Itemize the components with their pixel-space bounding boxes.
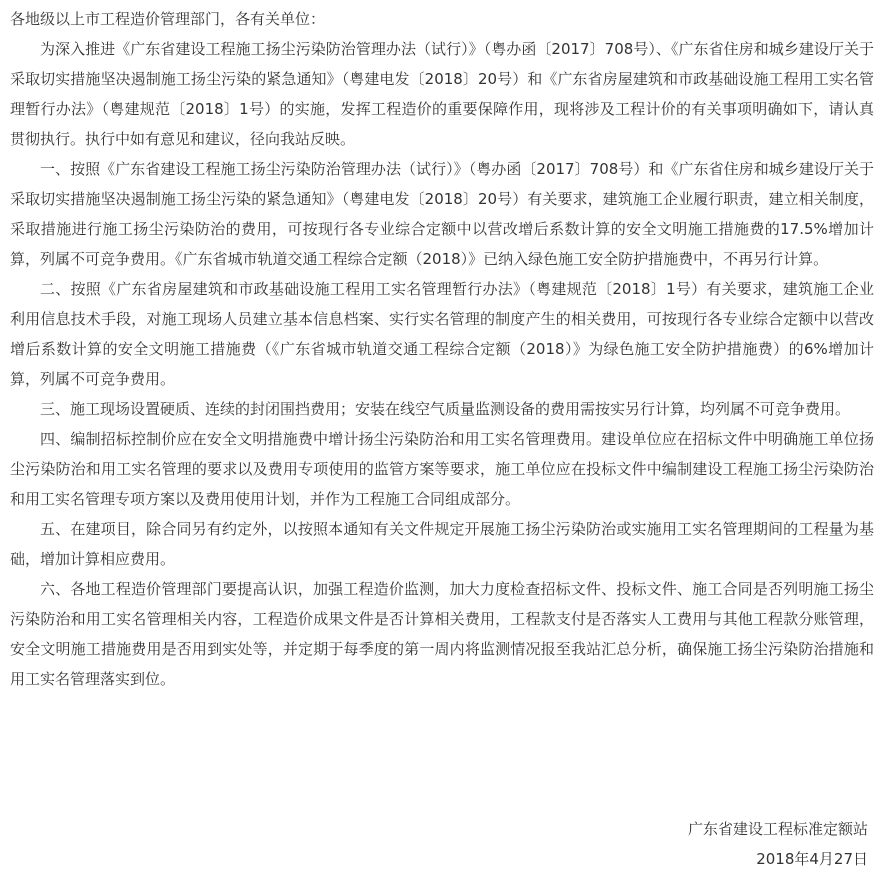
paragraph-item-2: 二、按照《广东省房屋建筑和市政基础设施工程用工实名管理暂行办法》（粤建规范〔2018〕1号）有关要求，建筑施工企业利用信息技术手段，对施工现场人员建立基本信息档案、实行实名管理的制度产生的相关费用，可按现行各专业综合定额中以营改增后系数计算的安全文明施工措施费（《广东省城市轨道交通工程综合定额（2018）》为绿色施工安全防护措施费）的6%增加计算，列属不可竞争费用。 — [10, 280, 874, 388]
paragraph-item-6: 六、各地工程造价管理部门要提高认识，加强工程造价监测，加大力度检查招标文件、投标文件、施工合同是否列明施工扬尘污染防治和用工实名管理相关内容，工程造价成果文件是否计算相关费用，工程款支付是否落实人工费用与其他工程款分账管理，安全文明施工措施费用是否用到实处等，并定期于每季度的第一周内将监测情况报至我站汇总分析，确保施工扬尘污染防治措施和用工实名管理落实到位。 — [10, 580, 874, 688]
paragraph-item-5: 五、在建项目，除合同另有约定外，以按照本通知有关文件规定开展施工扬尘污染防治或实施用工实名管理期间的工程量为基础，增加计算相应费用。 — [10, 520, 874, 568]
paragraph-intro: 为深入推进《广东省建设工程施工扬尘污染防治管理办法（试行）》（粤办函〔2017〕708号）、《广东省住房和城乡建设厅关于采取切实措施坚决遏制施工扬尘污染的紧急通知》（粤建电发〔2018〕20号）和《广东省房屋建筑和市政基础设施工程用工实名管理暂行办法》（粤建规范〔2018〕1号）的实施，发挥工程造价的重要保障作用，现将涉及工程计价的有关事项明确如下，请认真贯彻执行。执行中如有意见和建议，径向我站反映。 — [10, 40, 874, 148]
paragraph-item-4: 四、编制招标控制价应在安全文明措施费中增计扬尘污染防治和用工实名管理费用。建设单位应在招标文件中明确施工单位扬尘污染防治和用工实名管理的要求以及费用专项使用的监管方案等要求，施工单位应在投标文件中编制建设工程施工扬尘污染防治和用工实名管理专项方案以及费用使用计划，并作为工程施工合同组成部分。 — [10, 430, 874, 508]
signature-block — [688, 814, 868, 874]
paragraph-item-3: 三、施工现场设置硬质、连续的封闭围挡费用；安装在线空气质量监测设备的费用需按实另行计算，均列属不可竞争费用。 — [40, 400, 851, 418]
notice-body — [10, 4, 874, 694]
signature-organization: 广东省建设工程标准定额站 — [687, 820, 868, 838]
salutation: 各地级以上市工程造价管理部门，各有关单位： — [10, 10, 326, 28]
signature-date: 2018年4月27日 — [756, 850, 868, 868]
paragraph-item-1: 一、按照《广东省建设工程施工扬尘污染防治管理办法（试行）》（粤办函〔2017〕708号）和《广东省住房和城乡建设厅关于采取切实措施坚决遏制施工扬尘污染的紧急通知》（粤建电发〔2018〕20号）有关要求，建筑施工企业履行职责，建立相关制度，采取措施进行施工扬尘污染防治的费用，可按现行各专业综合定额中以营改增后系数计算的安全文明施工措施费的17.5%增加计算，列属不可竞争费用。《广东省城市轨道交通工程综合定额（2018）》已纳入绿色施工安全防护措施费中，不再另行计算。 — [10, 160, 874, 268]
